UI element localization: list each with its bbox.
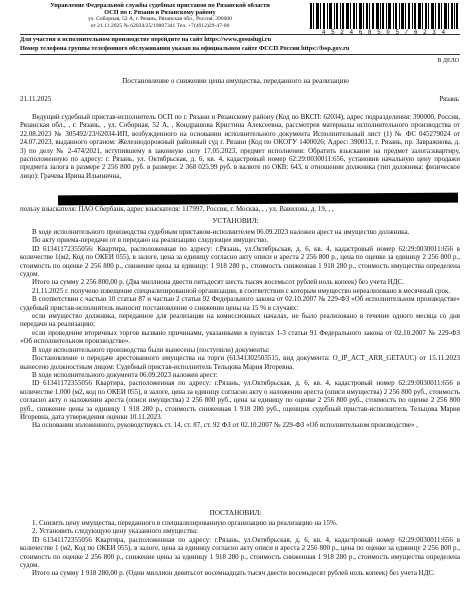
established-paragraph: В соответствии с частью 10 статьи 87 и частью 2 статьи 92 Федерального закона от 02.10.2007 № 229-ФЗ «Об исполнительном производстве» судебный пристав-исполнитель выносит постановление о снижении цены на 15 % в случаях: — [20, 295, 460, 312]
delo-mark: В ДЕЛО — [437, 58, 459, 64]
header-divider-bottom — [20, 54, 460, 55]
intro-paragraph: Ведущий судебный пристав-исполнитель ОСП по г. Рязани и Рязанскому району (Код по ВКСП: 62034), адрес подразделения: 390000, Россия, Рязанская обл., , г. Рязань, , ул. Соборная, 52 А, , Кондрашова Кристина Алексеевна, рассмотрев материалы исполнительного производства от 22.08.2023 № 305492/23/62034-ИП, возбужденного на основании исполнительного документа Исполнительный лист (1) № ФС 045279024 от 24.07.2023, выданного органом: Железнодорожный районный суд г. Рязани (Код по ОКОГУ 1400026; Адрес: 390013, г. Рязань, пр. Завражнова, д. 3) по делу № 2-474/2021, вступившему в законную силу 17.05.2023, предмет исполнения: Обратить взыскание на предмет залога:квартиру, расположенную по адресу: г. Рязань, ул. Октябрьская, д. 6, кв. 4, кадастровый номер 62:29:0030011:656, установив начальную цену продажи предмета залога в размере 2 256 800 руб. в размере: 2 368 025.99 руб. в валюте по ОКВ: 643, в отношении должника (тип должника: физическое лицо): Грачева Ирина Ильинична, — [20, 113, 460, 180]
resolved-paragraph: Итого на сумму 1 918 280,00 р. (Один миллион девятьсот восемнадцать тысяч двести восемьдесят рублей ноль копеек) без учета НДС. — [32, 569, 435, 578]
phone-notice: Номер телефона группы телефонного обслуживания указан на официальном сайте ФССП России https://fssp.gov.ru — [20, 45, 350, 52]
claimant-line-block — [20, 205, 460, 213]
established-paragraph: Постановление о передаче арестованного имущества на торги (61341302503515, вид документа: O_IP_ACT_ARR_GETAUC) от 15.11.2023 вынесено должностным лицом: Судебный пристав-исполнитель Тельцова Мария Игоревна. — [20, 354, 460, 371]
org-name-line1: Управление Федеральной службы судебных приставов по Рязанской области — [50, 2, 270, 9]
established-section — [20, 228, 460, 430]
org-address: ул. Соборная, 52 А, г. Рязань, Рязанская обл., Россия, 390000 — [88, 16, 232, 23]
barcode-image — [308, 3, 460, 31]
established-paragraph: В ходе исполнительного производства судебным приставом-исполнителем 06.09.2023 наложен арест на имущество должника. — [32, 228, 410, 236]
document-date: 21.11.2025 — [20, 95, 52, 103]
header-divider — [20, 34, 460, 35]
resolved-heading: ПОСТАНОВИЛ: — [209, 509, 262, 517]
established-paragraph: В ходе исполнительного производства были вынесены (поступили) документы: — [32, 345, 270, 354]
established-paragraph: если проведение вторичных торгов вызвано причинами, указанными в пунктах 1-3 статьи 91 Федерального закона от 02.10.2007 № 229-ФЗ «Об исполнительном производстве». — [20, 328, 460, 346]
document-city: Рязань — [439, 95, 459, 103]
barcode-number: 4 5 2 4 6 8 5 0 5 / 6 2 3 4 — [321, 29, 447, 36]
established-paragraph: На основании изложенного, руководствуясь ст. 14, ст. 87, ст. 92 ФЗ от 02.10.2007 № 229-ФЗ «Об исполнительном производстве» , — [32, 421, 418, 430]
established-paragraph: ID 61341172355056 Квартира, расположенная по адресу: г.Рязань, ул.Октябрьская, д. 6, кв. 4, кадастровый номер 62:29:0030011:656 в количестве 1.000 (м2, код по ОКЕИ 055), в залоге, цена за единицу согласно акту о наложении ареста (описи имущества) 2 256 800 руб., стоимость согласно акту о наложении ареста (описи имущества) 2 256 800 руб., цена за единицу по оценке 2 256 800 руб., стоимость по оценке 2 256 800 руб., снижение цены за единицу 1 918 280 р., стоимость сниженная 1 918 280 руб., оценщик судебный пристав-исполнитель Тельцова Мария Игоревна, дата утверждения оценки 10.11.2023. — [20, 379, 460, 421]
established-heading: УСТАНОВИЛ: — [212, 217, 259, 225]
established-paragraph: В ходе исполнительного документа 06.09.2023 наложен арест: — [32, 370, 218, 379]
org-name-line2: ОСП по г. Рязани и Рязанскому району — [104, 9, 216, 17]
claimant-line: пользу взыскателя: ПАО Сбербанк, адрес взыскателя: 117997, Россия, г. Москва, , , ул. Вавилова, д. 19, , , — [20, 205, 334, 213]
established-paragraph: 21.11.2025 г. получено извещение специализированной организации, в соответствии с которым имущество нереализовано в месячный срок. — [32, 286, 451, 295]
redaction-bar — [58, 193, 458, 206]
established-paragraph: Итого на сумму 2 256 800,00 р. (Два миллиона двести пятьдесят шесть тысяч восемьсот рублей ноль копеек) без учета НДС. — [32, 278, 405, 287]
gosuslugi-notice: Для участия в исполнительном производстве перейдите на сайт https://www.gosuslugi.ru — [20, 36, 272, 43]
resolved-paragraph: 1. Снизить цену имущества, переданного в специализированную организацию на реализацию на 15%. — [32, 519, 338, 527]
intro-section — [20, 113, 460, 180]
document-title: Постановление о снижении цены имущества, переданного на реализацию — [122, 77, 349, 85]
resolved-section — [20, 519, 460, 578]
org-doc-number-phone: от 21.11.2025 № 62034/25/19807341 Тел. +7(4912)29-47-00 — [90, 22, 230, 29]
established-paragraph: если имущество должника, переданное для реализации на комиссионных началах, не было реализовано в течение одного месяца со дня передачи на реализацию; — [20, 312, 460, 329]
issuer-header — [20, 2, 300, 29]
resolved-paragraph: 2. Установить следующую цену указанного имущества: — [32, 527, 198, 536]
established-paragraph: ID 61341172355056: Квартира, расположенная по адресу: г.Рязань, ул.Октябрьская, д. 6, кв. 4, кадастровый номер 62:29:0030011:656 в количестве 1(м2, Код по ОКЕИ 055), в залоге, цена за единицу согласно акту описи и ареста 2 256 800 р., цена по оценке за единицу 2 256 800 р., стоимость по оценке 2 256 800 р., снижение цены за единицу: 1 918 280 р., стоимость сниженная 1 918 280 р., стоимость имущества определена судом. — [20, 244, 460, 279]
established-paragraph: По акту приема-передачи от в передано на реализацию следующее имущество. — [32, 236, 269, 245]
resolved-paragraph: ID 61341172355056 Квартира, расположенная по адресу: г.Рязань, ул.Октябрьская, д. 6, кв. 4, кадастровый номер 62:29:0030011:656 в количестве 1 (м2, Код по ОКЕИ 055), в залоге, цена за единицу согласно акту описи и ареста 2 256 800 р., цена по оценке за единицу 2 256 800 р., стоимость по оценке 2 256 800 р., снижение цены за единицу 1 918 280 р., стоимость сниженная 1 918 280 р., стоимость имущества определена судом. — [20, 535, 460, 570]
